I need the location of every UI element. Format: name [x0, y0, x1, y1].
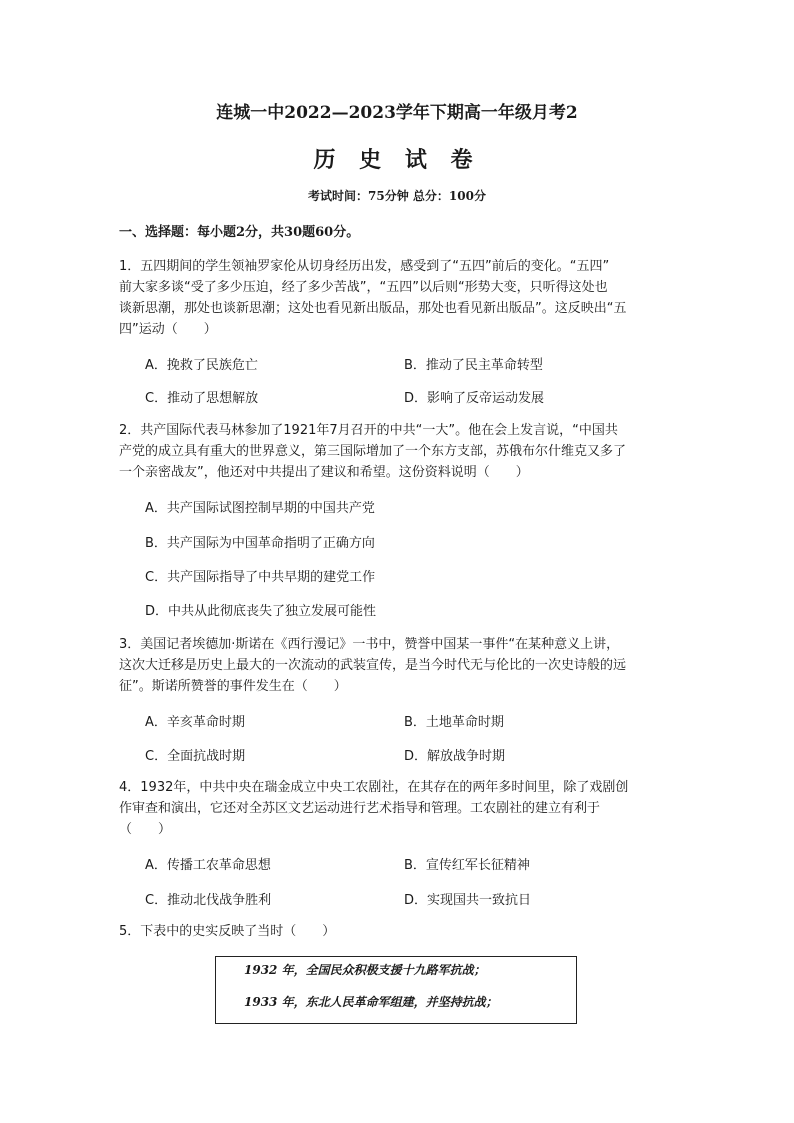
question-text-line: 作审查和演出，它还对全苏区文艺运动进行艺术指导和管理。工农剧社的建立有利于: [119, 801, 601, 816]
question-4-option-b: B．宣传红军长征精神: [404, 858, 530, 873]
question-3-option-b: B．土地革命时期: [404, 715, 504, 730]
section-title: 一、选择题：每小题2分，共30题60分。: [119, 225, 360, 240]
question-4-option-a: A．传播工农革命思想: [145, 858, 271, 873]
question-text-line: 3．美国记者埃德加·斯诺在《西行漫记》一书中，赞誉中国某一事件“在某种意义上讲，: [119, 637, 620, 652]
question-2-option-d: D．中共从此彻底丧失了独立发展可能性: [145, 604, 377, 619]
question-2-stem: [119, 420, 679, 483]
question-3-option-d: D．解放战争时期: [404, 749, 506, 764]
question-2-option-b: B．共产国际为中国革命指明了正确方向: [145, 536, 375, 551]
subject-title: 历 史 试 卷: [313, 147, 481, 173]
question-text-line: 前大家多谈“受了多少压迫，经了多少苦战”，“五四”以后则“形势大变，只听得这处也: [119, 280, 608, 295]
question-3-stem: [119, 634, 679, 697]
question-1-option-c: C．推动了思想解放: [145, 391, 259, 406]
question-5-stem: [119, 921, 679, 942]
question-text-line: （ ）: [119, 822, 172, 837]
question-text-line: 一个亲密战友”，他还对中共提出了建议和希望。这份资料说明（ ）: [119, 465, 529, 480]
question-4-stem: [119, 777, 679, 840]
question-4-option-d: D．实现国共一致抗日: [404, 893, 532, 908]
question-2-option-c: C．共产国际指导了中共早期的建党工作: [145, 570, 376, 585]
question-1-stem: [119, 256, 679, 340]
question-3-option-a: A．辛亥革命时期: [145, 715, 245, 730]
question-1-option-d: D．影响了反帝运动发展: [404, 391, 545, 406]
table-row: 1933 年，东北人民革命军组建，并坚持抗战；: [244, 995, 498, 1009]
question-text-line: 1．五四期间的学生领袖罗家伦从切身经历出发，感受到了“五四”前后的变化。“五四”: [119, 259, 610, 274]
question-text-line: 四”运动（ ）: [119, 322, 217, 337]
table-row: 1932 年，全国民众积极支援十九路军抗战；: [244, 963, 486, 977]
question-5-table: [215, 956, 577, 1024]
question-text-line: 5．下表中的史实反映了当时（ ）: [119, 924, 336, 939]
question-4-option-c: C．推动北伐战争胜利: [145, 893, 272, 908]
question-3-option-c: C．全面抗战时期: [145, 749, 246, 764]
question-text-line: 4．1932年，中共中央在瑞金成立中央工农剧社，在其存在的两年多时间里，除了戏剧创: [119, 780, 629, 795]
question-2-option-a: A．共产国际试图控制早期的中国共产党: [145, 501, 375, 516]
question-text-line: 谈新思潮，那处也谈新思潮；这处也看见新出版品，那处也看见新出版品”。这反映出“五: [119, 301, 627, 316]
question-text-line: 征”。斯诺所赞誉的事件发生在（ ）: [119, 679, 347, 694]
question-text-line: 2．共产国际代表马林参加了1921年7月召开的中共“一大”。他在会上发言说，“中国共: [119, 423, 618, 438]
question-text-line: 这次大迁移是历史上最大的一次流动的武装宣传，是当今时代无与伦比的一次史诗般的远: [119, 658, 627, 673]
question-1-option-b: B．推动了民主革命转型: [404, 358, 543, 373]
exam-info: 考试时间：75分钟 总分：100分: [308, 189, 486, 203]
school-title: 连城一中2022—2023学年下期高一年级月考2: [216, 103, 578, 123]
question-text-line: 产党的成立具有重大的世界意义，第三国际增加了一个东方支部，苏俄布尔什维克又多了: [119, 444, 627, 459]
question-1-option-a: A．挽救了民族危亡: [145, 358, 258, 373]
